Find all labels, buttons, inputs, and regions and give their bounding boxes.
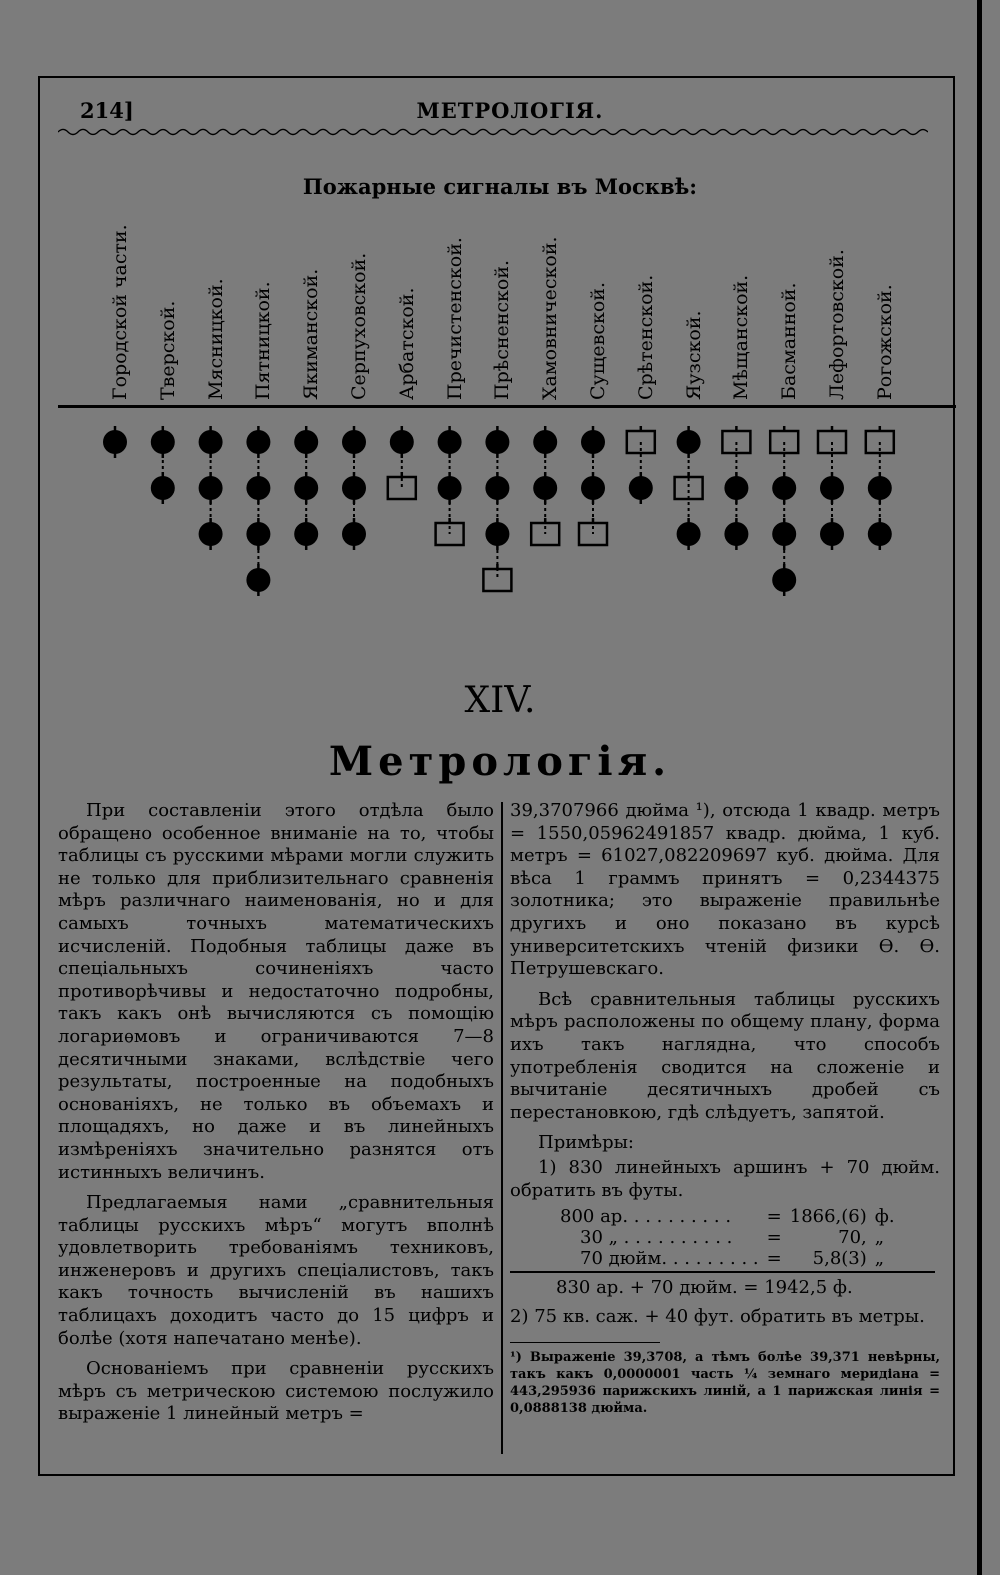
calc-value: 5,8(3) [812,1248,867,1270]
calc-value: 1866,(6) [789,1206,867,1228]
fire-signal-diagram [0,410,1000,620]
calculation-table [556,1206,899,1269]
district-name: Басманной. [778,282,801,400]
section-title: Метрологія. [328,738,672,785]
district-name: Рогожской. [873,284,896,400]
district-name: Хамовнической. [539,236,562,400]
calc-unit: „ [874,1227,885,1249]
calc-total: 830 ар. + 70 дюйм. = 1942,5 ф. [556,1277,853,1299]
district-name: Серпуховской. [348,252,370,400]
paragraph: Предлагаемыя нами „сравнительныя таблицы русскихъ мѣръ“ могутъ вполнѣ удовлетворить требованіямъ техниковъ, инженеровъ и другихъ спеціалистовъ, такъ какъ точность вычисленій въ нашихъ таблицахъ доходитъ часто до 15 цифръ и болѣе (хотя напечатано менѣе). [58,1192,494,1349]
calc-value: 70, [838,1227,867,1249]
district-label [149,210,189,400]
district-label [675,210,715,400]
calc-unit: ф. [874,1206,895,1228]
district-label [722,210,762,400]
district-label [627,210,667,400]
calc-row [556,1248,899,1269]
calc-row [556,1206,899,1227]
district-name: Яузской. [682,310,705,400]
district-name: Срѣтенской. [634,274,657,400]
footnote-rule [510,1342,660,1343]
district-label [244,210,284,400]
district-name: Пречистенской. [443,237,466,400]
calc-lhs: 800 ар. . . . . . . . . . [560,1206,732,1228]
page-edge-shadow [977,0,982,1575]
district-name: Городской части. [109,224,131,400]
section-number: XIV. [464,680,536,721]
district-name: Прѣсненской. [491,259,514,400]
signals-header-rule [58,405,956,408]
district-label [197,210,237,400]
paragraph: Основаніемъ при сравненіи русскихъ мѣръ съ метрическою системою послужило выраженіе 1 линейный метръ = [58,1358,494,1425]
example-one: 1) 830 линейныхъ аршинъ + 70 дюйм. обратить въ футы. [510,1156,940,1201]
calc-lhs: 70 дюйм. . . . . . . . . [580,1248,759,1270]
district-name: Мясницкой. [204,278,227,400]
calc-lhs: 30 „ . . . . . . . . . . [580,1227,733,1249]
district-name: Лефортовской. [826,249,848,400]
example-two: 2) 75 кв. саж. + 40 фут. обратить въ метры. [510,1305,925,1327]
district-label [531,210,571,400]
left-column [58,800,494,1434]
district-label [579,210,619,400]
footnote: ¹) Выраженіе 39,3708, а тѣмъ болѣе 39,371 невѣрны, такъ какъ 0,0000001 часть ¼ земнаго меридіана = 443,295936 парижскихъ линій, а 1 парижская линія = 0,0888138 дюйма. [510,1350,940,1417]
running-title: МЕТРОЛОГІЯ. [416,98,604,123]
district-label [340,210,380,400]
calc-eq: = [766,1248,782,1270]
decorative-wavy-rule [58,126,928,138]
district-label [818,210,858,400]
signals-title: Пожарные сигналы въ Москвѣ: [302,174,698,199]
district-label [388,210,428,400]
district-label [101,210,141,400]
district-name: Тверской. [156,300,179,400]
calc-row [556,1227,899,1248]
district-label [483,210,523,400]
calc-eq: = [766,1227,782,1249]
right-column [510,800,940,1417]
district-name: Сущевской. [587,282,609,400]
paragraph: При составленіи этого отдѣла было обращено особенное вниманіе на то, чтобы таблицы съ русскими мѣрами могли служить не только для приблизительнаго сравненія мѣръ различнаго наименованія, но и для самыхъ точныхъ математическихъ исчисленій. Подобныя таблицы даже въ спеціальныхъ сочиненіяхъ часто противорѣчивы и недостаточно подробны, такъ какъ онѣ вычисляются съ помощію логариѳмовъ и ограничиваются 7—8 десятичными знаками, вслѣдствіе чего результаты, построенные на подобныхъ основаніяхъ, не только въ объемахъ и площадяхъ, но даже и въ линейныхъ измѣреніяхъ значительно разнятся отъ истинныхъ величинъ. [58,800,494,1183]
district-name: Пятницкой. [252,281,275,400]
page-number: 214] [80,98,134,123]
examples-label: Примѣры: [538,1132,634,1154]
district-name: Мѣщанской. [730,274,753,400]
paragraph: Всѣ сравнительныя таблицы русскихъ мѣръ расположены по общему плану, форма ихъ такъ наглядна, что способъ употребленія сводится на сложеніе и вычитаніе десятичныхъ дробей съ перестановкою, гдѣ слѣдуетъ, запятой. [510,988,940,1123]
column-divider [501,802,503,1454]
sum-rule [510,1271,935,1273]
calc-unit: „ [874,1248,885,1270]
district-label [866,210,906,400]
calc-eq: = [766,1206,782,1228]
district-label [770,210,810,400]
running-header [80,98,940,124]
district-label [292,210,332,400]
district-name: Арбатской. [395,287,418,400]
district-name: Якиманской. [300,268,323,400]
district-label [436,210,476,400]
paragraph: 39,3707966 дюйма ¹), отсюда 1 квадр. метръ = 1550,05962491857 квадр. дюйма, 1 куб. метръ = 61027,082209697 куб. дюйма. Для вѣса 1 граммъ принятъ = 0,2344375 золотника; это выраженіе правильнѣе другихъ и оно показано въ курсѣ университетскихъ чтеній физики Ѳ. Ѳ. Петрушевскаго. [510,800,940,980]
